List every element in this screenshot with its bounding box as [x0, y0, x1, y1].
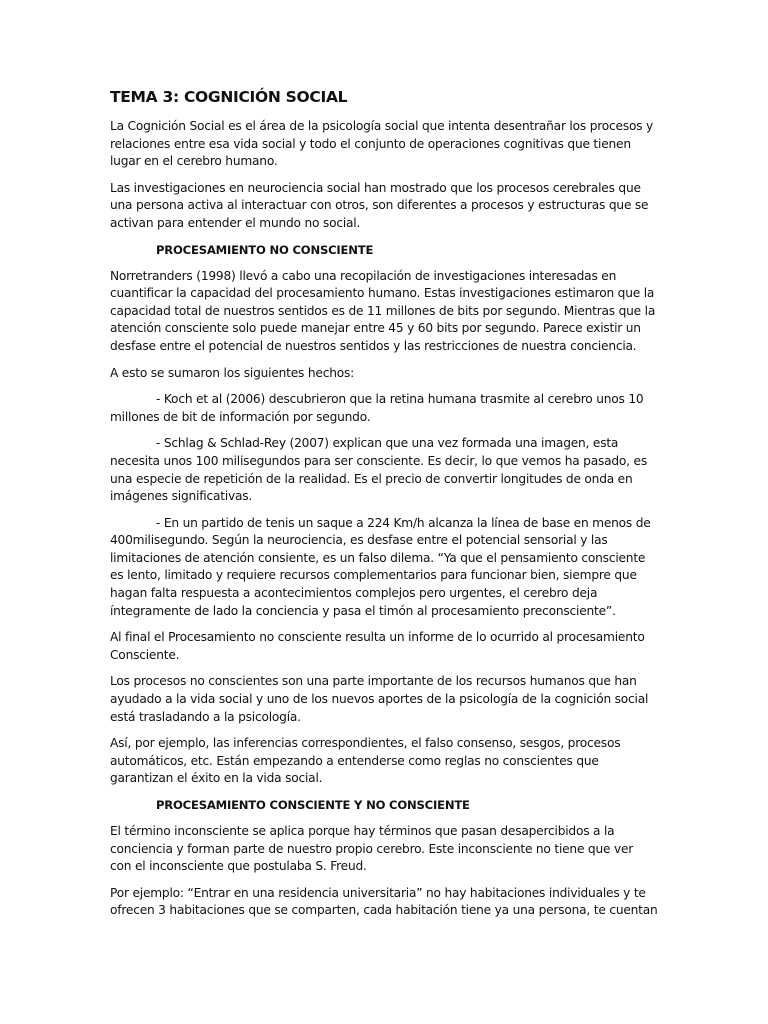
- document-title: TEMA 3: COGNICIÓN SOCIAL: [110, 88, 348, 106]
- paragraph-hechos-intro: A esto se sumaron los siguientes hechos:: [110, 365, 355, 380]
- document-page: [110, 86, 658, 929]
- bullet-schlag: - Schlag & Schlad-Rey (2007) explican que una vez formada una imagen, esta necesita unos 100 milisegundos para ser consciente. Es decir, lo que vemos ha pasado, es una especie de repetición de la realidad. Es el precio de convertir longitudes de onda en imágenes significativas.: [110, 436, 647, 504]
- bullet-koch: - Koch et al (2006) descubrieron que la retina humana trasmite al cerebro unos 10 millones de bit de información por segundo.: [110, 392, 644, 424]
- paragraph-inferencias: Así, por ejemplo, las inferencias correspondientes, el falso consenso, sesgos, procesos automáticos, etc. Están empezando a entenderse como reglas no conscientes que garantizan el éxito en la vida social.: [110, 736, 621, 786]
- intro-paragraph-2: Las investigaciones en neurociencia social han mostrado que los procesos cerebrales que una persona activa al interactuar con otros, son diferentes a procesos y estructuras que se activan para entender el mundo no social.: [110, 180, 649, 230]
- paragraph-ejemplo-residencia: Por ejemplo: “Entrar en una residencia universitaria” no hay habitaciones individuales y te ofrecen 3 habitaciones que se comparten, cada habitación tiene ya una persona, te cuentan: [110, 885, 658, 918]
- intro-paragraph-1: La Cognición Social es el área de la psicología social que intenta desentrañar los procesos y relaciones entre esa vida social y todo el conjunto de operaciones cognitivas que tienen lugar en el cerebro humano.: [110, 119, 654, 169]
- section-heading-no-consciente: PROCESAMIENTO NO CONSCIENTE: [156, 242, 374, 257]
- bullet-tenis: - En un partido de tenis un saque a 224 Km/h alcanza la línea de base en menos de 400milisegundo. Según la neurociencia, es desfase entre el potencial sensorial y las limitaciones de atención consiente, es un falso dilema. “Ya que el pensamiento consciente es lento, limitado y requiere recursos complementarios para funcionar bien, siempre que hagan falta respuesta a acontecimientos complejos pero urgentes, el cerebro deja íntegramente de lado la conciencia y pasa el timón al procesamiento preconsciente”.: [110, 515, 651, 618]
- section-heading-consciente-y-no-consciente: PROCESAMIENTO CONSCIENTE Y NO CONSCIENTE: [156, 798, 470, 812]
- paragraph-inconsciente: El término inconsciente se aplica porque hay términos que pasan desapercibidos a la conciencia y forman parte de nuestro propio cerebro. Este inconsciente no tiene que ver con el inconsciente que postulaba S. Freud.: [110, 824, 634, 874]
- paragraph-informe: Al final el Procesamiento no consciente resulta un informe de lo ocurrido al procesamiento Consciente.: [110, 630, 645, 662]
- paragraph-procesos-no-conscientes: Los procesos no conscientes son una parte importante de los recursos humanos que han ayudado a la vida social y uno de los nuevos aportes de la psicología de la cognición social está trasladando a la psicología.: [110, 674, 649, 724]
- paragraph-norretranders: Norretranders (1998) llevó a cabo una recopilación de investigaciones interesadas en cuantificar la capacidad del procesamiento humano. Estas investigaciones estimaron que la capacidad total de nuestros sentidos es de 11 millones de bits por segundo. Mientras que la atención consciente solo puede manejar entre 45 y 60 bits por segundo. Parece existir un desfase entre el potencial de nuestros sentidos y las restricciones de nuestra conciencia.: [110, 268, 656, 353]
